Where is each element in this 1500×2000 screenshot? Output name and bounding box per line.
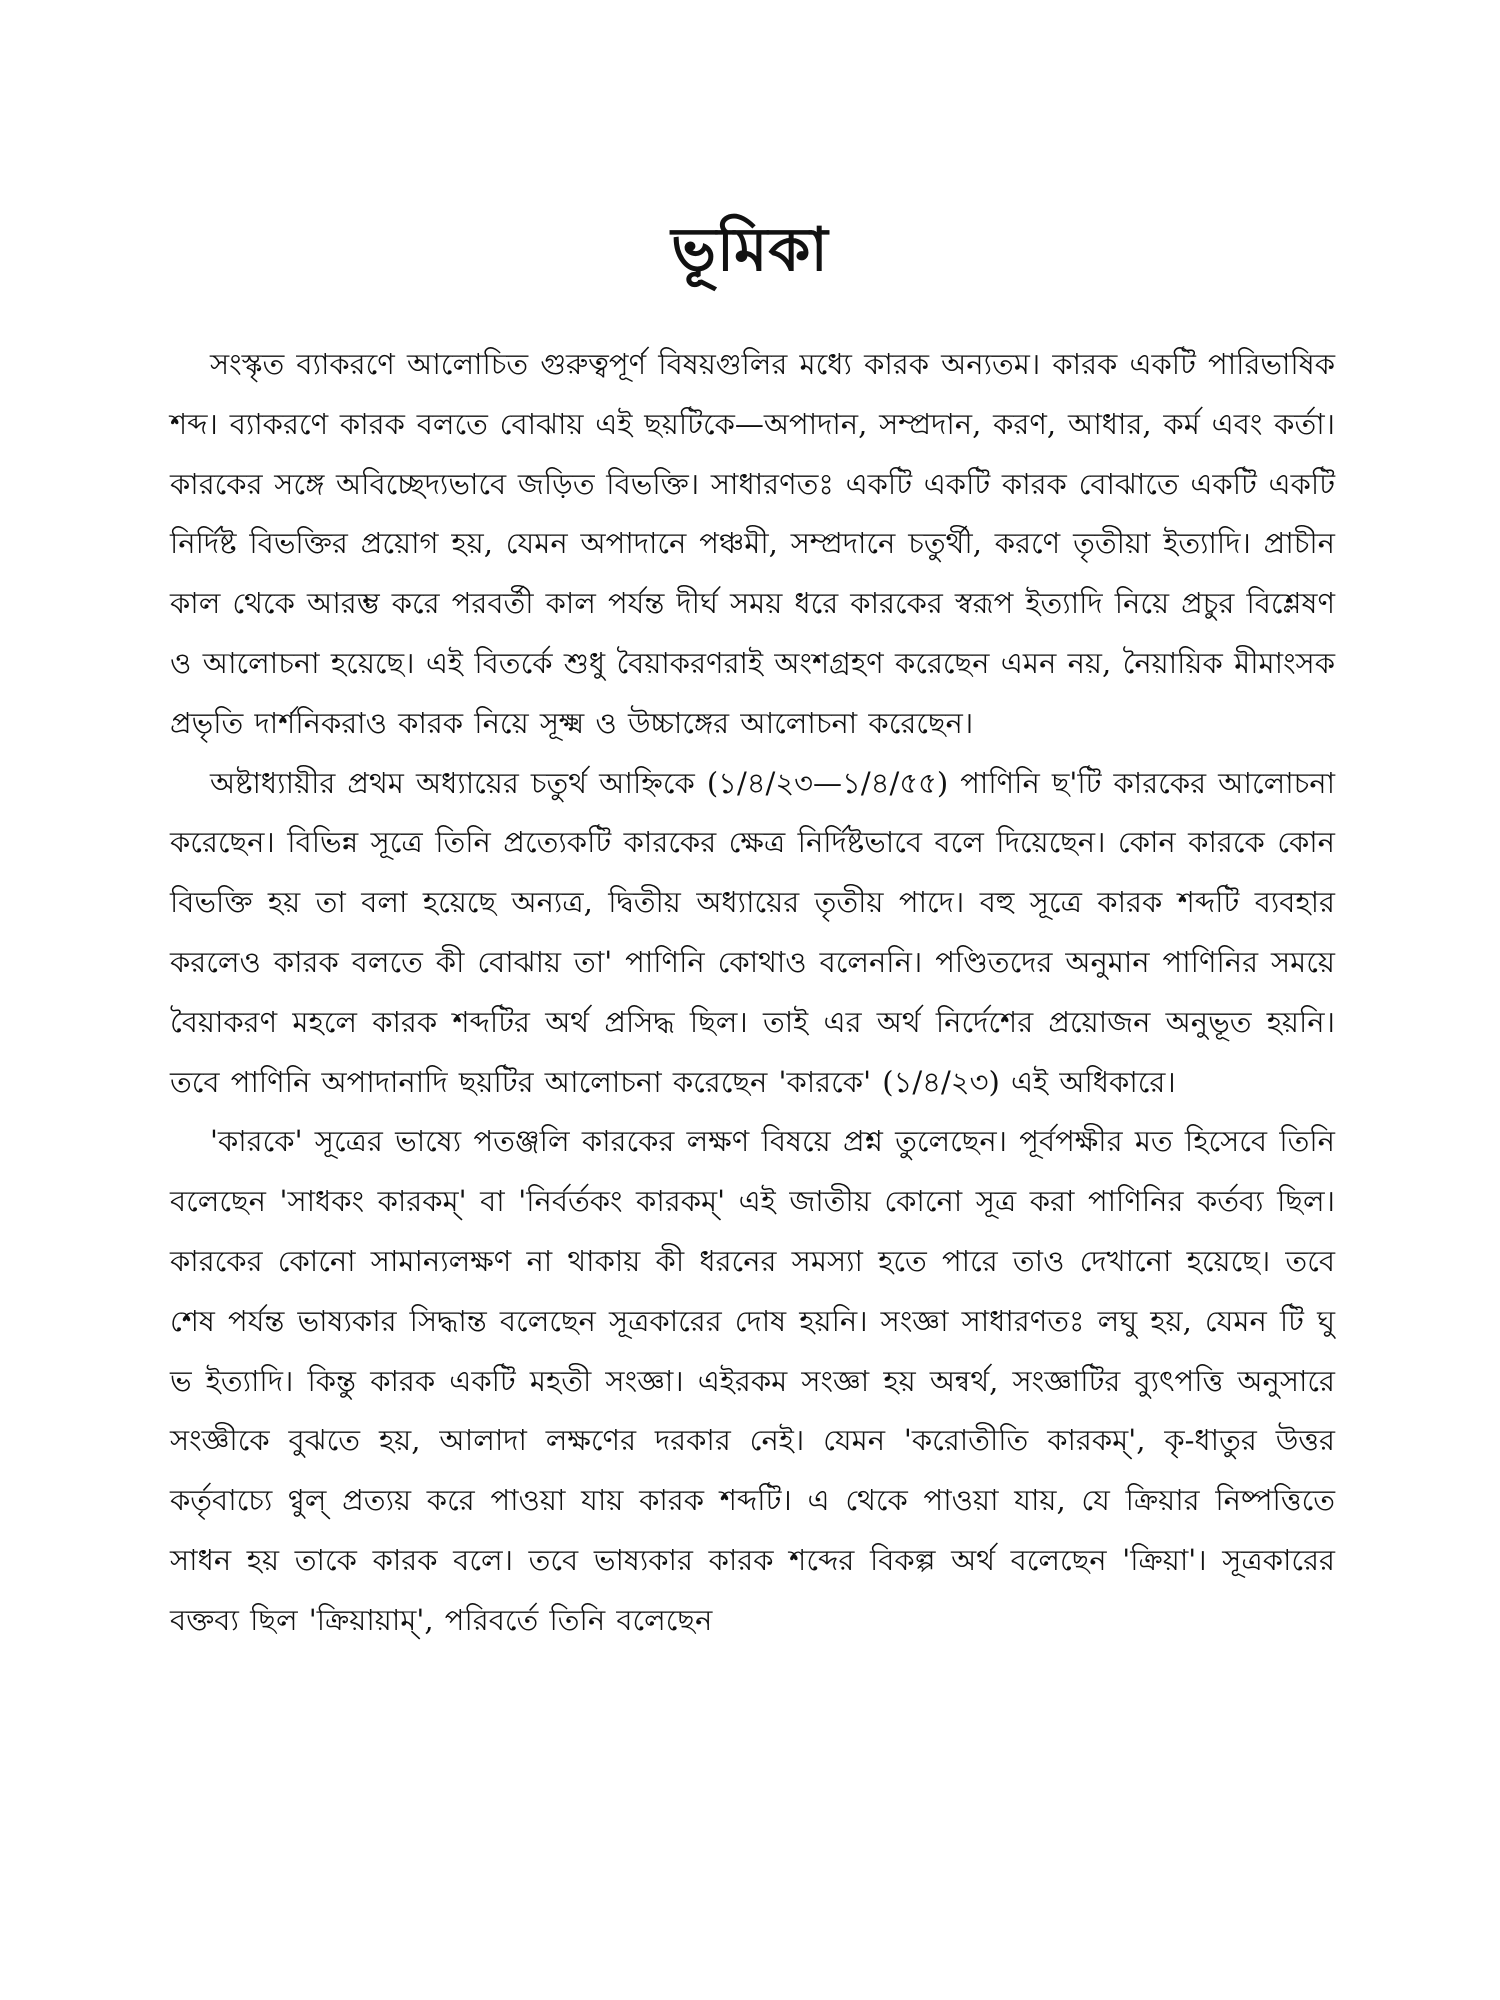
- paragraph-2: অষ্টাধ্যায়ীর প্রথম অধ্যায়ের চতুর্থ আহ্নিকে (১/৪/২৩—১/৪/৫৫) পাণিনি ছ'টি কারকের আলোচনা করেছেন। বিভিন্ন সূত্রে তিনি প্রত্যেকটি কারকের ক্ষেত্র নির্দিষ্টভাবে বলে দিয়েছেন। কোন কারকে কোন বিভক্তি হয় তা বলা হয়েছে অন্যত্র, দ্বিতীয় অধ্যায়ের তৃতীয় পাদে। বহু সূত্রে কারক শব্দটি ব্যবহার করলেও কারক বলতে কী বোঝায় তা' পাণিনি কোথাও বলেননি। পণ্ডিতদের অনুমান পাণিনির সময়ে বৈয়াকরণ মহলে কারক শব্দটির অর্থ প্রসিদ্ধ ছিল। তাই এর অর্থ নির্দেশের প্রয়োজন অনুভূত হয়নি। তবে পাণিনি অপাদানাদি ছয়টির আলোচনা করেছেন 'কারকে' (১/৪/২৩) এই অধিকারে।: [170, 765, 1335, 1099]
- paragraph-3: 'কারকে' সূত্রের ভাষ্যে পতঞ্জলি কারকের লক্ষণ বিষয়ে প্রশ্ন তুলেছেন। পূর্বপক্ষীর মত হিসেবে তিনি বলেছেন 'সাধকং কারকম্' বা 'নির্বর্তকং কারকম্' এই জাতীয় কোনো সূত্র করা পাণিনির কর্তব্য ছিল। কারকের কোনো সামান্যলক্ষণ না থাকায় কী ধরনের সমস্যা হতে পারে তাও দেখানো হয়েছে। তবে শেষ পর্যন্ত ভাষ্যকার সিদ্ধান্ত বলেছেন সূত্রকারের দোষ হয়নি। সংজ্ঞা সাধারণতঃ লঘু হয়, যেমন টি ঘু ভ ইত্যাদি। কিন্তু কারক একটি মহতী সংজ্ঞা। এইরকম সংজ্ঞা হয় অন্বর্থ, সংজ্ঞাটির ব্যুৎপত্তি অনুসারে সংজ্ঞীকে বুঝতে হয়, আলাদা লক্ষণের দরকার নেই। যেমন 'করোতীতি কারকম্', কৃ-ধাতুর উত্তর কর্তৃবাচ্যে ণ্বুল্ প্রত্যয় করে পাওয়া যায় কারক শব্দটি। এ থেকে পাওয়া যায়, যে ক্রিয়ার নিষ্পত্তিতে সাধন হয় তাকে কারক বলে। তবে ভাষ্যকার কারক শব্দের বিকল্প অর্থ বলেছেন 'ক্রিয়া'। সূত্রকারের বক্তব্য ছিল 'ক্রিয়ায়াম্', পরিবর্তে তিনি বলেছেন: [170, 1124, 1335, 1637]
- page-title: ভূমিকা: [671, 215, 829, 285]
- paragraph-1: সংস্কৃত ব্যাকরণে আলোচিত গুরুত্বপূর্ণ বিষয়গুলির মধ্যে কারক অন্যতম। কারক একটি পারিভাষিক শব্দ। ব্যাকরণে কারক বলতে বোঝায় এই ছয়টিকে—অপাদান, সম্প্রদান, করণ, আধার, কর্ম এবং কর্তা। কারকের সঙ্গে অবিচ্ছেদ্যভাবে জড়িত বিভক্তি। সাধারণতঃ একটি একটি কারক বোঝাতে একটি একটি নির্দিষ্ট বিভক্তির প্রয়োগ হয়, যেমন অপাদানে পঞ্চমী, সম্প্রদানে চতুর্থী, করণে তৃতীয়া ইত্যাদি। প্রাচীন কাল থেকে আরম্ভ করে পরবর্তী কাল পর্যন্ত দীর্ঘ সময় ধরে কারকের স্বরূপ ইত্যাদি নিয়ে প্রচুর বিশ্লেষণ ও আলোচনা হয়েছে। এই বিতর্কে শুধু বৈয়াকরণরাই অংশগ্রহণ করেছেন এমন নয়, নৈয়ায়িক মীমাংসক প্রভৃতি দার্শনিকরাও কারক নিয়ে সূক্ষ্ম ও উচ্চাঙ্গের আলোচনা করেছেন।: [170, 347, 1335, 740]
- body-text: [170, 335, 1335, 1651]
